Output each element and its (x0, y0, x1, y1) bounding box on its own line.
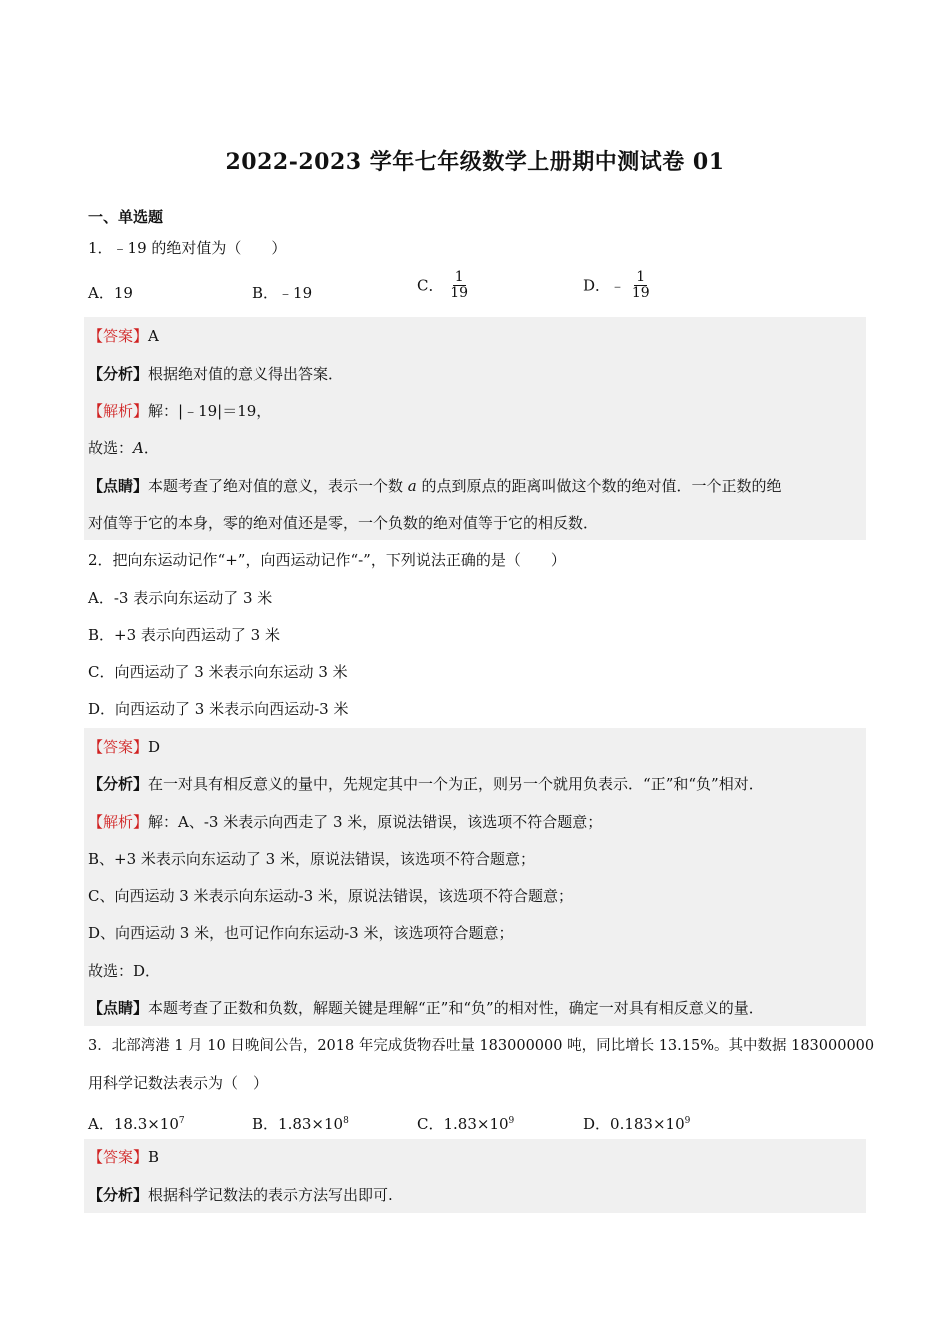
choice-prefix: 故选： (88, 439, 134, 457)
analysis-tag: 【分析】 (88, 365, 149, 383)
solution-tag: 【解析】 (88, 402, 149, 420)
option-base: D．0.183×10 (583, 1115, 685, 1133)
fraction-denominator: 19 (450, 285, 469, 301)
q1-solution (88, 401, 271, 421)
q2-option-d: D．向西运动了 3 米表示向西运动-3 米 (88, 700, 349, 718)
q2-option-b: B．+3 表示向西运动了 3 米 (88, 626, 280, 644)
q1-comment (88, 476, 782, 496)
q2-answer-box (84, 728, 866, 1026)
option-base: C．1.83×10 (417, 1115, 509, 1133)
comment-tag: 【点睛】 (88, 477, 149, 495)
fraction-denominator: 19 (631, 285, 650, 301)
analysis-tag: 【分析】 (88, 1186, 149, 1204)
analysis-tag: 【分析】 (88, 775, 149, 793)
q3-stem: 3．北部湾港 1 月 10 日晚间公告，2018 年完成货物吞吐量 183000000 吨，同比增长 13.15%。其中数据 183000000 (88, 1038, 875, 1054)
comment-text-part2: 的点到原点的距离叫做这个数的绝对值．一个正数的绝 (416, 477, 782, 495)
fraction-numerator: 1 (636, 269, 646, 285)
answer-tag: 【答案】 (88, 738, 149, 756)
q2-solution-line-b: B、+3 米表示向东运动了 3 米，原说法错误，该选项不符合题意； (88, 850, 535, 868)
q1-option-d-label: D．﹣ (583, 276, 626, 295)
answer-value: D (148, 738, 161, 756)
option-base: A．18.3×10 (88, 1115, 179, 1133)
q2-solution-line-d: D、向西运动 3 米，也可记作向东运动-3 米，该选项符合题意； (88, 924, 514, 942)
analysis-text: 根据绝对值的意义得出答案． (148, 365, 344, 383)
option-exponent: 7 (178, 1116, 185, 1126)
answer-tag: 【答案】 (88, 327, 149, 345)
q2-option-c: C．向西运动了 3 米表示向东运动 3 米 (88, 663, 348, 681)
solution-tag: 【解析】 (88, 813, 149, 831)
q2-analysis (88, 774, 764, 794)
q2-solution (88, 812, 602, 832)
option-exponent: 9 (684, 1116, 691, 1126)
q3-option-d (583, 1111, 690, 1134)
q1-analysis (88, 364, 343, 384)
q3-analysis (88, 1185, 393, 1205)
analysis-text: 在一对具有相反意义的量中，先规定其中一个为正，则另一个就用负表示．“正”和“负”相对． (148, 775, 764, 793)
choice-suffix: ． (143, 439, 159, 457)
q3-option-b (252, 1111, 349, 1134)
q1-option-d (583, 270, 652, 301)
q1-comment-line2: 对值等于它的本身，零的绝对值还是零，一个负数的绝对值等于它的相反数． (88, 514, 599, 532)
analysis-text: 根据科学记数法的表示方法写出即可. (148, 1186, 393, 1204)
option-exponent: 9 (508, 1116, 515, 1126)
q2-stem: 2．把向东运动记作“+”，向西运动记作“-”，下列说法正确的是（ ） (88, 551, 566, 569)
answer-tag: 【答案】 (88, 1148, 149, 1166)
q1-option-d-fraction (630, 270, 652, 301)
choice-letter: A (133, 439, 144, 457)
q1-answer (88, 326, 159, 346)
q2-comment (88, 998, 764, 1018)
option-base: B．1.83×10 (252, 1115, 344, 1133)
fraction-numerator: 1 (454, 269, 464, 285)
q3-answer (88, 1147, 159, 1167)
q1-stem: 1．﹣19 的绝对值为（ ） (88, 239, 287, 257)
q2-solution-choice: 故选：D． (88, 962, 161, 980)
q3-option-a (88, 1111, 185, 1134)
q1-option-b: B．﹣19 (252, 284, 313, 302)
comment-text-part1: 本题考查了绝对值的意义，表示一个数 (148, 477, 408, 495)
solution-text: 解：A、-3 米表示向西走了 3 米，原说法错误，该选项不符合题意； (148, 813, 603, 831)
answer-value: B (148, 1148, 160, 1166)
page-title: 2022-2023 学年七年级数学上册期中测试卷 01 (225, 149, 725, 175)
comment-tag: 【点睛】 (88, 999, 149, 1017)
comment-text: 本题考查了正数和负数，解题关键是理解“正”和“负”的相对性，确定一对具有相反意义的量． (148, 999, 764, 1017)
q1-answer-box (84, 317, 866, 540)
answer-value: A (148, 327, 159, 345)
q3-option-c (417, 1111, 514, 1134)
q3-stem-line2: 用科学记数法表示为（ ） (88, 1074, 269, 1092)
q1-solution-choice (88, 438, 159, 458)
q1-option-c-fraction (448, 270, 470, 301)
section-heading: 一、单选题 (88, 208, 164, 226)
solution-text: 解：|﹣19|＝19， (148, 402, 272, 420)
q1-option-a: A．19 (88, 284, 133, 302)
comment-variable: a (407, 477, 417, 495)
q1-option-c (417, 270, 470, 301)
option-exponent: 8 (343, 1116, 349, 1126)
q1-option-c-label: C． (417, 276, 444, 295)
q2-answer (88, 737, 160, 757)
q2-option-a: A．-3 表示向东运动了 3 米 (88, 589, 273, 607)
q2-solution-line-c: C、向西运动 3 米表示向东运动-3 米，原说法错误，该选项不符合题意； (88, 887, 573, 905)
